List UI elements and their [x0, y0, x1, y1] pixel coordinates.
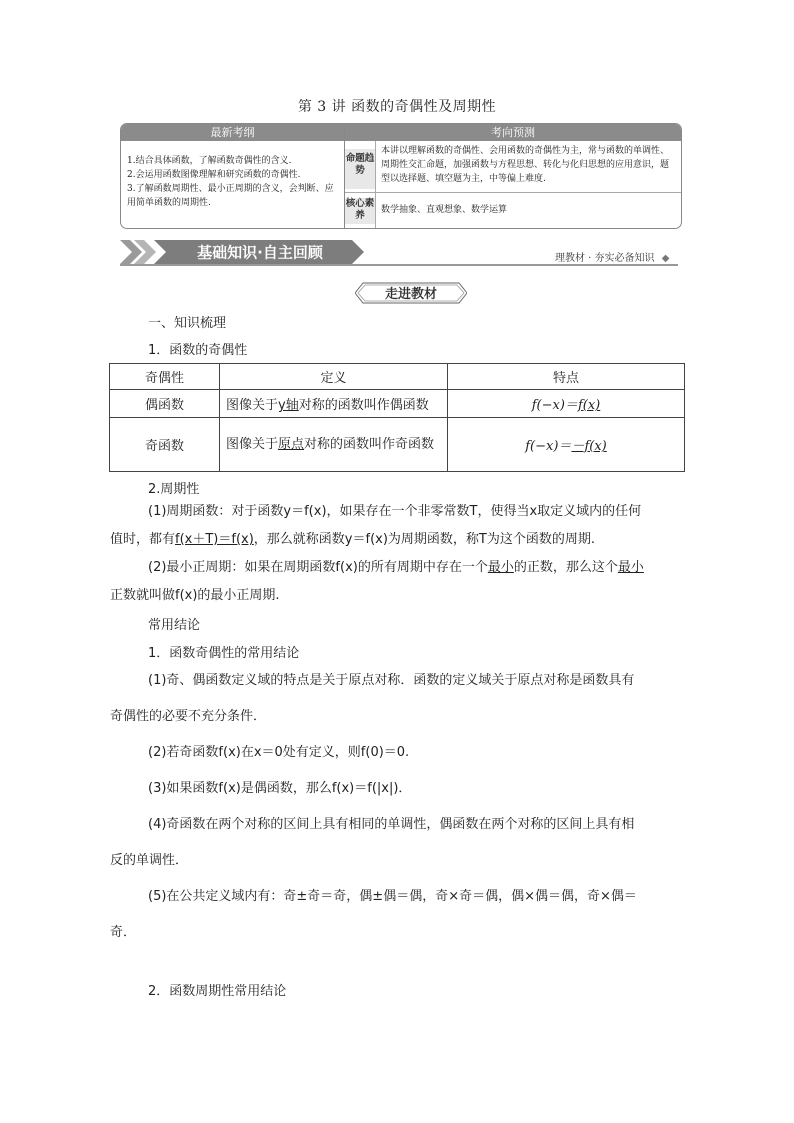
period-underline: 最小 — [487, 560, 514, 575]
syllabus-item: 3.了解函数周期性、最小正周期的含义，会判断、应用简单函数的周期性. — [127, 184, 334, 208]
conclusion-line: (4)奇函数在两个对称的区间上具有相同的单调性，偶函数在两个对称的区间上具有相 — [148, 817, 635, 832]
banner-right-label: 理教材 · 夯实必备知识 — [555, 253, 655, 264]
conclusion-line: (3)如果函数f(x)是偶函数，那么f(x)＝f(|x|)． — [148, 781, 412, 796]
syllabus-list — [127, 154, 341, 210]
info-box — [120, 123, 682, 229]
table-cell: 偶函数 — [110, 390, 220, 418]
page-title: 第 3 讲 函数的奇偶性及周期性 — [297, 99, 497, 115]
def-text: 对称的函数叫作奇函数 — [304, 436, 435, 452]
table-cell — [220, 390, 448, 418]
feat-underline: －f(x) — [571, 439, 607, 454]
trend-label: 命题趋势 — [345, 149, 375, 189]
table-cell: 奇函数 — [110, 418, 220, 472]
banner-right-text — [555, 249, 669, 264]
feat-text: f(−x)＝ — [525, 439, 572, 454]
period-underline: 最小 — [617, 560, 644, 575]
conclusion-heading: 2．函数周期性常用结论 — [148, 984, 287, 999]
trend-text: 本讲以理解函数的奇偶性、会用函数的奇偶性为主，常与函数的单调性、周期性交汇命题，加强函数与方程思想、转化与化归思想的应用意识，题型以选择题、填空题为主，中等偏上难度. — [381, 146, 670, 184]
table-header: 奇偶性 — [110, 364, 220, 390]
feat-underline: f(x) — [577, 398, 601, 413]
badge-text: 走进教材 — [384, 287, 438, 302]
banner-divider — [120, 264, 678, 266]
core-text: 数学抽象、直观想象、数学运算 — [381, 205, 508, 215]
table-row — [110, 418, 685, 472]
period-underline: f(x＋T)＝f(x) — [175, 532, 254, 547]
feat-text: f(−x)＝ — [531, 398, 578, 413]
zoujin-badge — [355, 282, 467, 304]
table-header: 定义 — [220, 364, 448, 390]
subsection-heading: 2.周期性 — [148, 482, 200, 497]
def-text: 图像关于 — [226, 398, 279, 413]
parity-table — [109, 363, 685, 472]
def-text: 图像关于 — [226, 436, 279, 452]
period-text: 的正数，那么这个 — [513, 560, 618, 575]
conclusion-line: (1)奇、偶函数定义域的特点是关于原点对称．函数的定义域关于原点对称是函数具有 — [148, 673, 635, 688]
conclusion-line: (2)若奇函数f(x)在x＝0处有定义，则f(0)＝0. — [148, 745, 410, 760]
syllabus-item: 1.结合具体函数，了解函数奇偶性的含义. — [127, 156, 292, 166]
def-underline: 原点 — [278, 436, 305, 452]
def-underline: y轴 — [278, 398, 299, 413]
diamond-icon: ◆ — [661, 253, 670, 264]
def-text: 对称的函数叫作偶函数 — [298, 398, 429, 413]
syllabus-item: 2.会运用函数图像理解和研究函数的奇偶性. — [127, 170, 301, 180]
conclusion-line: 反的单调性． — [110, 853, 189, 868]
period-text: 值时，都有 — [110, 532, 176, 547]
conclusion-line: 奇偶性的必要不充分条件． — [110, 709, 267, 724]
right-header: 考向预测 — [345, 124, 681, 141]
period-line: 正数就叫做f(x)的最小正周期. — [110, 588, 280, 603]
table-row — [110, 390, 685, 418]
table-cell — [448, 418, 685, 472]
table-cell — [448, 390, 685, 418]
conclusion-line: 奇． — [110, 925, 137, 940]
section-heading: 一、知识梳理 — [148, 316, 227, 331]
table-header: 特点 — [448, 364, 685, 390]
table-cell — [220, 418, 448, 472]
period-line — [110, 525, 595, 555]
section-banner — [120, 238, 365, 266]
period-text: ，那么就称函数y＝f(x)为周期函数，称T为这个函数的周期. — [253, 532, 595, 547]
conclusion-line: (5)在公共定义域内有：奇±奇＝奇，偶±偶＝偶，奇×奇＝偶，偶×偶＝偶，奇×偶＝ — [148, 889, 637, 904]
conclusion-heading: 1．函数奇偶性的常用结论 — [148, 646, 300, 661]
core-label: 核心素养 — [345, 198, 375, 224]
period-text: (2)最小正周期：如果在周期函数f(x)的所有周期中存在一个 — [148, 560, 488, 575]
banner-text: 基础知识·自主回顾 — [197, 243, 323, 262]
period-line: (1)周期函数：对于函数y＝f(x)，如果存在一个非零常数T，使得当x取定义域内的任何 — [148, 504, 642, 519]
period-line — [148, 553, 644, 583]
subsection-heading: 1．函数的奇偶性 — [148, 343, 248, 358]
left-header: 最新考纲 — [121, 124, 344, 141]
common-heading: 常用结论 — [148, 618, 201, 633]
